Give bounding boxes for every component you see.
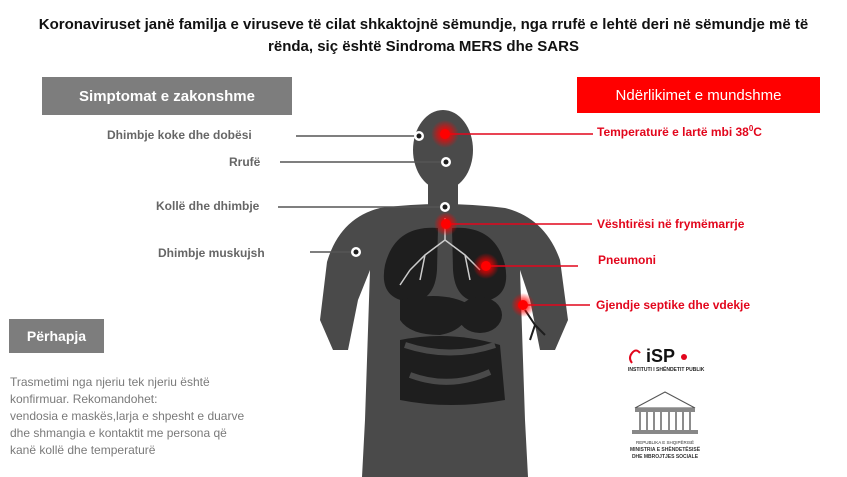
isp-logo: [610, 345, 720, 377]
svg-text:iSP: iSP: [646, 346, 676, 366]
spread-line: Trasmetimi nga njeriu tek njeriu është: [10, 375, 210, 389]
symptom-headache: Dhimbje koke dhe dobësi: [107, 128, 252, 142]
ministry-caption-1: REPUBLIKA E SHQIPËRISË: [635, 440, 695, 445]
symptom-cough: Kollë dhe dhimbje: [156, 199, 260, 213]
isp-logo-mark: [610, 345, 690, 367]
complication-breathing: Vështirësi në frymëmarrje: [597, 217, 745, 231]
isp-logo-caption: INSTITUTI I SHËNDETIT PUBLIK: [628, 367, 705, 373]
spread-line: kanë kollë dhe temperaturë: [10, 443, 156, 457]
common-symptoms-label: Simptomat e zakonshme: [79, 87, 255, 105]
spread-heading: [9, 319, 104, 353]
complication-pneumonia: Pneumoni: [598, 253, 657, 267]
title-line-2: rënda, siç është Sindroma MERS dhe SARS: [268, 38, 579, 55]
complication-fever: [597, 124, 762, 139]
spread-line: vendosia e maskës,larja e shpesht e duarve: [10, 409, 245, 423]
complication-sepsis: Gjendje septike dhe vdekje: [596, 298, 751, 312]
spread-text: [10, 374, 300, 459]
spread-line: konfirmuar. Rekomandohet:: [10, 392, 158, 406]
complication-fever-sup: 0: [748, 124, 754, 133]
title-line-1: Koronaviruset janë familja e viruseve të cilat shkaktojnë sëmundje, nga rrufë e lehtë deri në sëmundje më të: [38, 16, 809, 33]
spread-label: Përhapja: [26, 328, 87, 344]
ministry-caption-3: DHE MBROJTJES SOCIALE: [631, 454, 699, 460]
ministry-building-icon: [620, 390, 710, 435]
spread-line: dhe shmangia e kontaktit me persona që: [10, 426, 227, 440]
complication-fever-unit: C: [753, 125, 762, 139]
digestive-organs: [400, 296, 505, 405]
symptom-cold: Rrufë: [229, 155, 261, 169]
complications-label: Ndërlikimet e mundshme: [615, 86, 782, 104]
ministry-logo: [620, 390, 710, 470]
complication-fever-text: Temperaturë e lartë mbi 38: [597, 125, 749, 139]
symptom-muscle-pain: Dhimbje muskujsh: [158, 246, 265, 260]
ministry-caption-2: MINISTRIA E SHËNDETËSISË: [629, 447, 701, 453]
